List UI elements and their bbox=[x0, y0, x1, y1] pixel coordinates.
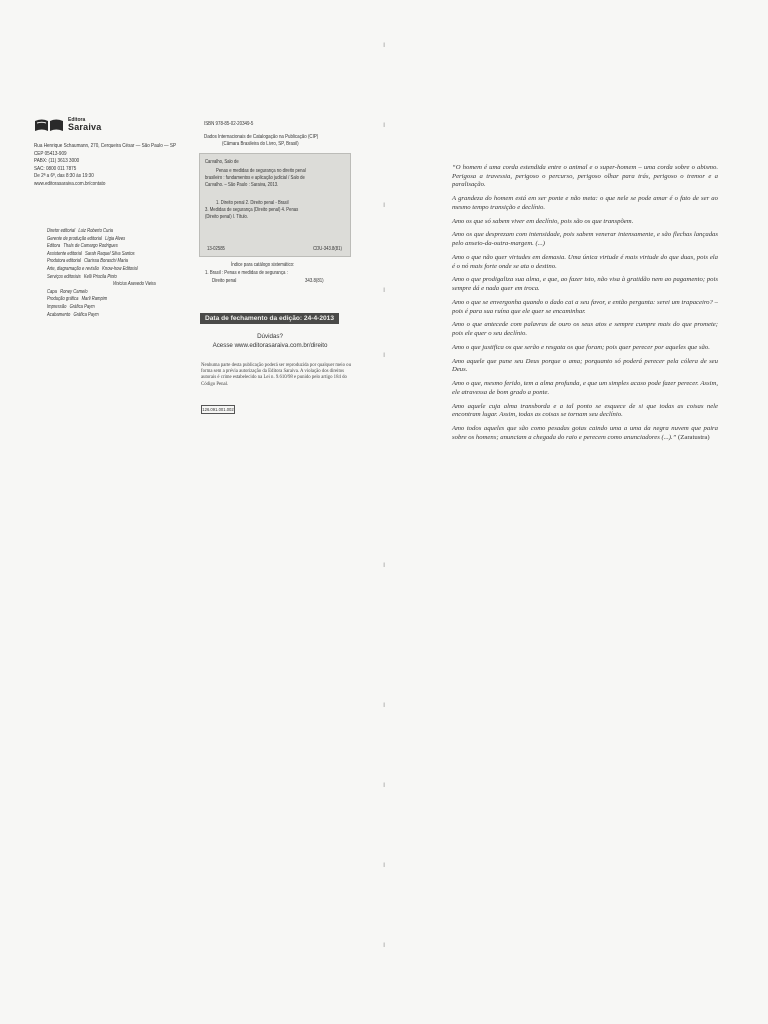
quote-attribution: (Zaratustra) bbox=[678, 433, 710, 441]
cip-heading-line: Dados Internacionais de Catalogação na Publicação (CIP) bbox=[204, 134, 319, 140]
scan-mark: ı bbox=[383, 350, 386, 359]
credit-row: Serviços editoriais Kelli Priscila Pinto bbox=[47, 273, 117, 280]
credit-row: Impressão Gráfica Paym bbox=[47, 303, 95, 310]
quote-paragraph: Amo os que desprezam com intensidade, pois sabem venerar intensamente, e são flechas lançadas pelo anseio-da-outra-margem. (...) bbox=[452, 231, 718, 248]
scan-mark: ı bbox=[383, 40, 386, 49]
credit-row: Produtora editorial Clarissa Boraschi Maria bbox=[47, 258, 128, 265]
doubts-block bbox=[200, 333, 340, 350]
credit-row: Diretor editorial Luiz Roberto Curia bbox=[47, 228, 113, 234]
publisher-address bbox=[34, 143, 194, 189]
scan-mark: ı bbox=[383, 560, 386, 569]
cip-heading bbox=[204, 134, 354, 148]
cip-line: (Direito penal) I. Título. bbox=[205, 214, 249, 220]
quote-paragraph: Amo os que só sabem viver em declínio, pois são os que transpõem. bbox=[452, 217, 634, 225]
doubts-link[interactable]: Acesse www.editorasaraiva.com.br/direito bbox=[212, 341, 328, 349]
quote-paragraph: Amo o que se envergonha quando o dado cai a seu favor, e então pergunta: serei um trapaceiro? – pois é para sua ruína que ele quer se encaminhar. bbox=[452, 298, 718, 315]
credit-row: Produção gráfica Marli Rampim bbox=[47, 296, 108, 303]
epigraph-quote bbox=[452, 164, 718, 448]
quote-paragraph: Amo o que não quer virtudes em demasia. Uma única virtude é mais virtude do que duas, pois ela é o nó mais forte onde se ata o destino. bbox=[452, 253, 718, 270]
credit-row: Assistente editorial Sarah Raquel Silva Santos bbox=[47, 250, 135, 257]
cip-catalog-card bbox=[199, 153, 351, 257]
quote-paragraph-last bbox=[452, 425, 718, 442]
credit-row: Capa Roney Camelo bbox=[47, 288, 88, 295]
scan-mark: ı bbox=[383, 780, 386, 789]
index-entry-number: 343.8(81) bbox=[305, 278, 324, 284]
credit-row: Arte, diagramação e revisão Know-how Editorial bbox=[47, 265, 138, 272]
rights-notice: Nenhuma parte desta publicação poderá ser reproduzida por qualquer meio ou forma sem a prévia autorização da Editora Saraiva. A violação dos direitos autorais é crime estabelecido na Lei n. 9.610/98 e punido pelo artigo 184 do Código Penal. bbox=[201, 363, 351, 387]
cip-heading-subline: (Câmara Brasileira do Livro, SP, Brasil) bbox=[222, 141, 299, 147]
credits-list bbox=[47, 228, 197, 319]
scan-mark: ı bbox=[383, 200, 386, 209]
cip-line: brasileiro : fundamentos e aplicação judicial / Salo de bbox=[205, 175, 305, 181]
pabx-line: PABX: (11) 3613 3000 bbox=[34, 158, 80, 165]
quote-paragraph: Amo o que justifica os que serão e resgata os que foram; pois quer perecer por aqueles que são. bbox=[452, 343, 710, 351]
cip-line: Penas e medidas de segurança no direito penal bbox=[216, 168, 306, 174]
sac-line: SAC: 0800 011 7875 bbox=[34, 165, 77, 172]
right-page bbox=[384, 0, 768, 1024]
credit-row: Gerente de produção editorial Lígia Alves bbox=[47, 235, 126, 242]
logo-big-text: Saraiva bbox=[68, 122, 102, 132]
credit-row: Editora Thaís de Camargo Rodrigues bbox=[47, 243, 118, 250]
quote-paragraph: Amo aquele cuja alma transborda e a tal ponto se esquece de si que todas as coisas nele encontram lugar. Assim, todas as coisas se tornam seu declínio. bbox=[452, 402, 718, 419]
publisher-logo bbox=[34, 118, 101, 132]
index-entry-sub: Direito penal bbox=[212, 278, 237, 284]
index-title: Índice para catálogo sistemático: bbox=[231, 262, 295, 268]
credit-row: Vinicius Asevedo Vieira bbox=[112, 281, 156, 288]
scan-mark: ı bbox=[383, 700, 386, 709]
cip-code-right: CDU-343.8(81) bbox=[313, 246, 342, 252]
cip-line: 3. Medidas de segurança (Direito penal) 4. Penas bbox=[205, 207, 299, 213]
doubts-title: Dúvidas? bbox=[257, 333, 283, 340]
print-code-box: 126.091.001.002 bbox=[202, 407, 234, 412]
address-line: Rua Henrique Schaumann, 270, Cerqueira César — São Paulo — SP bbox=[34, 143, 177, 149]
contact-url: www.editorasaraiva.com.br/contato bbox=[34, 180, 106, 187]
quote-paragraph: Amo o que antecede com palavras de ouro os seus atos e sempre cumpre mais do que promete; pois ele quer o seu declínio. bbox=[452, 321, 718, 337]
quote-paragraph: “O homem é uma corda estendida entre o animal e o super-homem – uma corda sobre o abismo. Perigosa a travessia, perigoso o percurso, perigoso olhar para trás, perigoso o tremor e a paralisação. bbox=[452, 164, 718, 189]
index-entry: 1. Brasil : Penas e medidas de segurança : bbox=[205, 270, 288, 276]
hours-line: De 2ª a 6ª, das 8:30 às 19:30 bbox=[34, 173, 94, 180]
scan-mark: ı bbox=[383, 860, 386, 869]
saraiva-logo-icon bbox=[34, 118, 64, 132]
credit-row: Acabamento Gráfica Paym bbox=[47, 311, 99, 318]
cip-line: Carvalho. – São Paulo : Saraiva, 2013. bbox=[205, 182, 279, 188]
closing-date-banner: Data de fechamento da edição: 24-4-2013 bbox=[200, 313, 339, 324]
cip-line: Carvalho, Salo de bbox=[205, 159, 239, 165]
quote-paragraph: A grandeza do homem está em ser ponte e não meta: o que nele se pode amar é o fato de ser ao mesmo tempo transição e declínio. bbox=[452, 195, 718, 211]
cip-code-left: 13-02585 bbox=[207, 246, 225, 252]
quote-paragraph: Amo o que prodigaliza sua alma, e que, ao fazer isto, não visa à gratidão nem ao pagamento; pois sempre dá e nada quer em troca. bbox=[452, 276, 718, 293]
cep-line: CEP 05413-909 bbox=[34, 150, 67, 157]
quote-paragraph: Amo aquele que pune seu Deus porque o ama; porquanto só poderá perecer pela cólera de seu Deus. bbox=[452, 357, 718, 374]
scan-mark: ı bbox=[383, 285, 386, 294]
isbn: ISBN 978-85-02-20349-5 bbox=[204, 121, 254, 127]
cip-line: 1. Direito penal 2. Direito penal - Brasil bbox=[216, 200, 289, 206]
scan-mark: ı bbox=[383, 120, 386, 129]
quote-paragraph: Amo o que, mesmo ferido, tem a alma profunda, e que um simples acaso pode fazer perecer. Assim, ele atravessa de bom grado a ponte. bbox=[452, 380, 718, 396]
quote-last-text: Amo todos aqueles que são como pesadas gotas caindo uma a uma da negra nuvem que paira sobre os homens; anunciam a chegada do raio e perecem como anunciadores (...).” bbox=[452, 425, 718, 441]
scan-mark: ı bbox=[383, 940, 386, 949]
logo-small-text: Editora bbox=[68, 117, 86, 123]
